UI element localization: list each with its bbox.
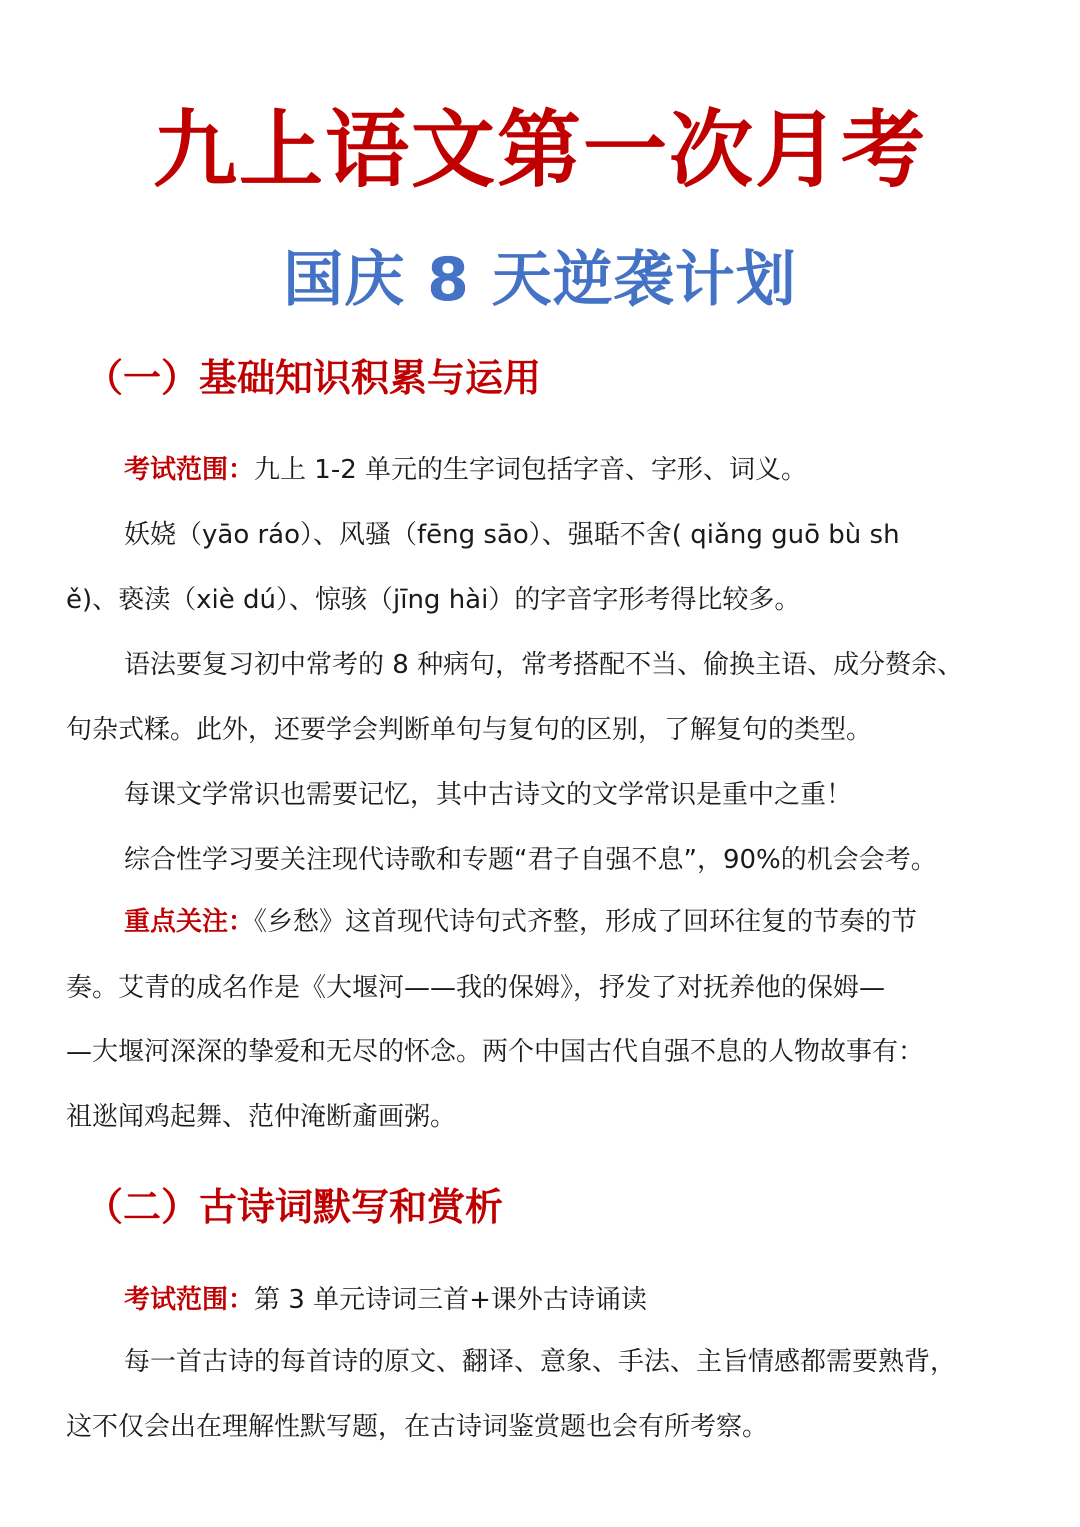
paragraph-line bbox=[124, 1280, 1018, 1320]
line-text: 妖娆（yāo ráo）、风骚（fēng sāo）、强聒不舍( qiǎng guō bù sh bbox=[124, 520, 900, 550]
line-text: 句杂式糅。此外，还要学会判断单句与复句的区别，了解复句的类型。 bbox=[66, 715, 873, 745]
paragraph-line bbox=[124, 840, 1018, 880]
page-title: 九上语文第一次月考 bbox=[152, 101, 927, 199]
paragraph-line bbox=[66, 1032, 1018, 1072]
line-text: ě)、亵渎（xiè dú）、惊骇（jīng hài）的字音字形考得比较多。 bbox=[66, 585, 801, 615]
page-subtitle: 国庆 8 天逆袭计划 bbox=[283, 245, 797, 315]
section-heading-basics: （一）基础知识积累与运用 bbox=[85, 356, 542, 400]
paragraph-line bbox=[124, 902, 1018, 942]
paragraph-line bbox=[124, 1342, 1018, 1382]
line-text: 语法要复习初中常考的 8 种病句，常考搭配不当、偷换主语、成分赘余、 bbox=[124, 650, 964, 680]
paragraph-line bbox=[66, 580, 1018, 620]
paragraph-line bbox=[124, 450, 1018, 490]
paragraph-line bbox=[124, 515, 1018, 555]
line-text: 每课文学常识也需要记忆，其中古诗文的文学常识是重中之重！ bbox=[124, 780, 853, 810]
line-text: 奏。艾青的成名作是《大堰河——我的保姆》，抒发了对抚养他的保姆— bbox=[66, 973, 886, 1003]
key-focus-label: 重点关注： bbox=[124, 907, 255, 937]
paragraph-line bbox=[124, 645, 1018, 685]
exam-scope-label: 考试范围： bbox=[124, 1285, 255, 1315]
paragraph-line bbox=[66, 968, 1018, 1008]
paragraph-line bbox=[66, 1097, 1018, 1137]
line-text: 每一首古诗的每首诗的原文、翻译、意象、手法、主旨情感都需要熟背， bbox=[124, 1347, 957, 1377]
section-heading-poetry: （二）古诗词默写和赏析 bbox=[85, 1185, 504, 1229]
exam-scope-label: 考试范围： bbox=[124, 455, 255, 485]
line-text: 九上 1-2 单元的生字词包括字音、字形、词义。 bbox=[254, 455, 808, 485]
line-text: 第 3 单元诗词三首+课外古诗诵读 bbox=[254, 1285, 647, 1315]
line-text: —大堰河深深的挚爱和无尽的怀念。两个中国古代自强不息的人物故事有： bbox=[66, 1037, 925, 1067]
line-text: 《乡愁》这首现代诗句式齐整，形成了回环往复的节奏的节 bbox=[254, 907, 918, 937]
line-text: 这不仅会出在理解性默写题，在古诗词鉴赏题也会有所考察。 bbox=[66, 1412, 769, 1442]
line-text: 综合性学习要关注现代诗歌和专题“君子自强不息”，90%的机会会考。 bbox=[124, 845, 937, 875]
paragraph-line bbox=[66, 1407, 1018, 1447]
paragraph-line bbox=[66, 710, 1018, 750]
paragraph-line bbox=[124, 775, 1018, 815]
line-text: 祖逖闻鸡起舞、范仲淹断齑画粥。 bbox=[66, 1102, 457, 1132]
